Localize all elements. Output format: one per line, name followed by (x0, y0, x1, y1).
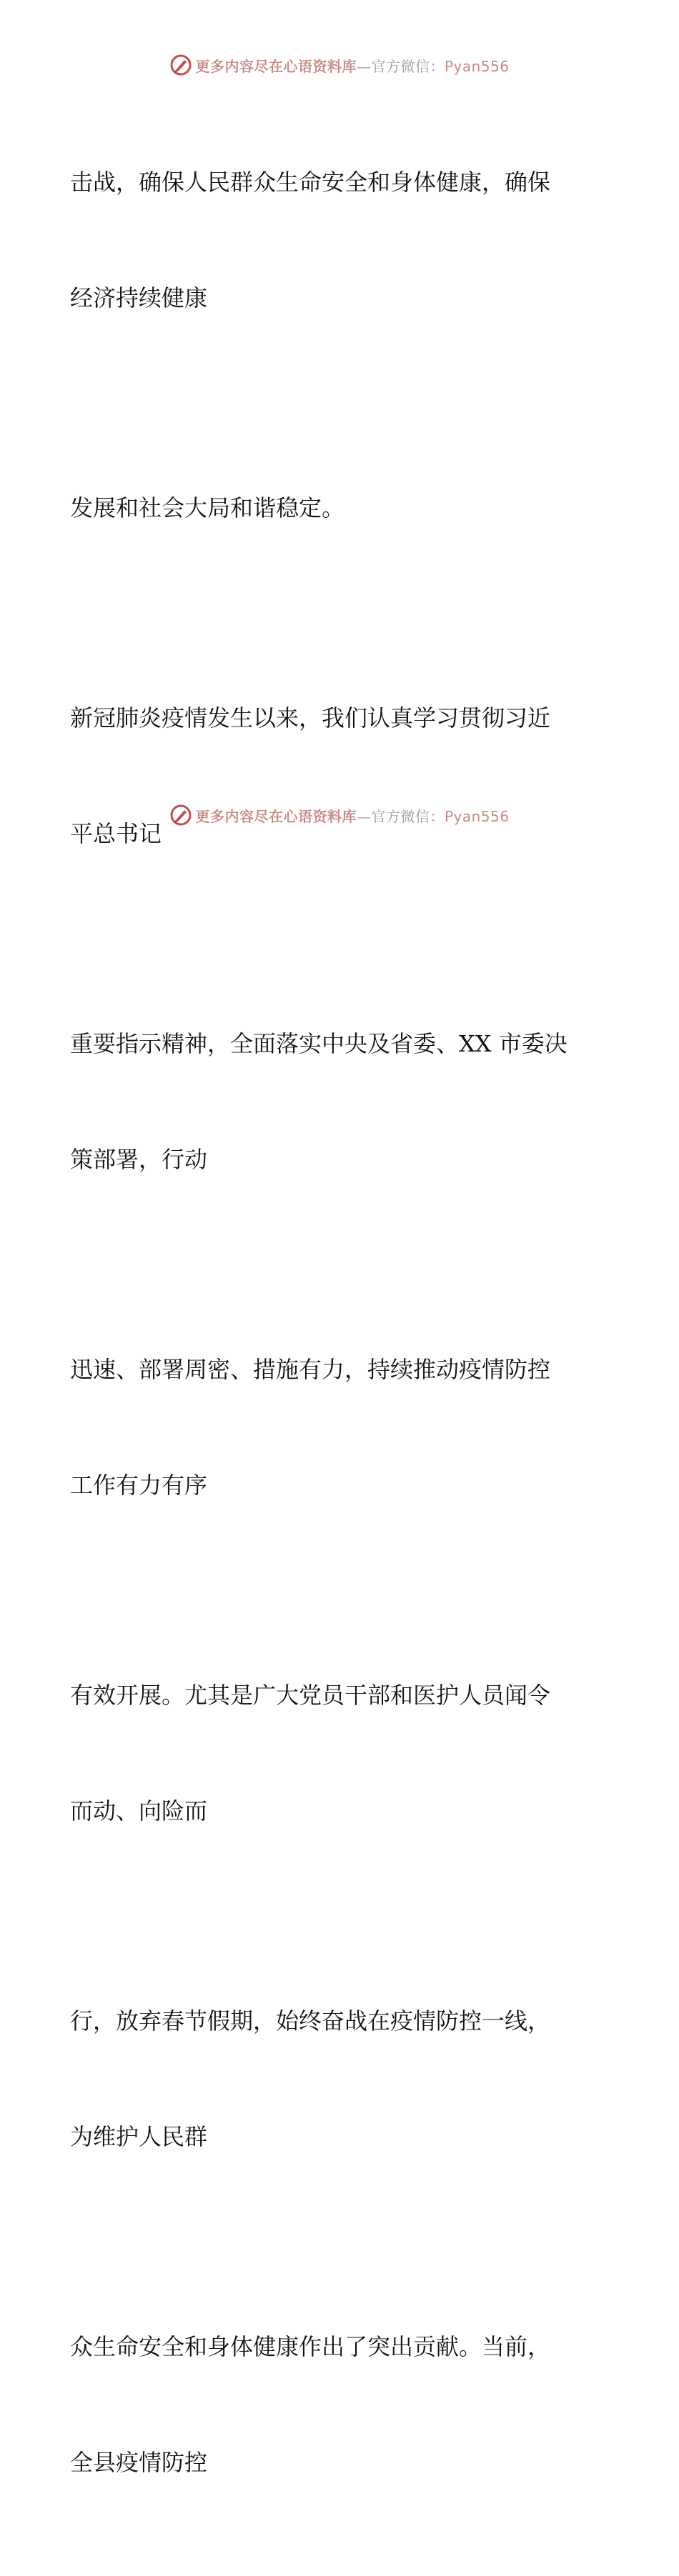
paragraph-line: 击战，确保人民群众生命安全和身体健康，确保 (70, 169, 551, 196)
paragraph-line: 新冠肺炎疫情发生以来，我们认真学习贯彻习近 (70, 704, 551, 732)
watermark-main-text: 更多内容尽在心语资料库 (195, 807, 357, 825)
watermark-wechat-id: Pyan556 (444, 57, 510, 75)
paragraph-line: 发展和社会大局和谐稳定。 (70, 494, 345, 521)
paragraph (70, 1599, 628, 1907)
paragraph-line: 众生命安全和身体健康作出了突出贡献。当前， (70, 2333, 551, 2360)
header-watermark (0, 51, 679, 79)
watermark-wechat-label: 官方微信： (371, 807, 445, 825)
paragraph-line: 策部署，行动 (70, 1146, 208, 1173)
paragraph-line: 行，放弃春节假期，始终奋战在疫情防控一线， (70, 2007, 551, 2035)
paragraph-line: 工作有力有序 (70, 1472, 208, 1499)
watermark-main-text: 更多内容尽在心语资料库 (195, 57, 357, 75)
pen-logo-icon (169, 54, 192, 76)
paragraph-line: 而动、向险而 (70, 1797, 208, 1824)
watermark-dash: — (356, 807, 372, 825)
paragraph (70, 1924, 628, 2233)
paragraph-line: 平总书记 (70, 820, 162, 847)
paragraph-line: 经济持续健康 (70, 284, 208, 311)
paragraph-line: 迅速、部署周密、措施有力，持续推动疫情防控 (70, 1356, 551, 1383)
paragraph (70, 411, 628, 604)
footer-watermark (0, 801, 679, 829)
watermark-dash: — (356, 57, 372, 75)
paragraph (70, 947, 628, 1256)
paragraph-line: 为维护人民群 (70, 2123, 208, 2150)
document-body (70, 86, 628, 2576)
paragraph (70, 86, 628, 394)
watermark-wechat-label: 官方微信： (371, 57, 445, 75)
paragraph-line: 重要指示精神，全面落实中央及省委、XX 市委决 (70, 1030, 568, 1057)
paragraph-line: 有效开展。尤其是广大党员干部和医护人员闻令 (70, 1682, 551, 1709)
paragraph (70, 621, 628, 930)
paragraph (70, 2250, 628, 2559)
paragraph-line: 全县疫情防控 (70, 2449, 208, 2476)
paragraph (70, 1273, 628, 1582)
watermark-wechat-id: Pyan556 (444, 807, 510, 825)
pen-logo-icon (169, 804, 192, 827)
